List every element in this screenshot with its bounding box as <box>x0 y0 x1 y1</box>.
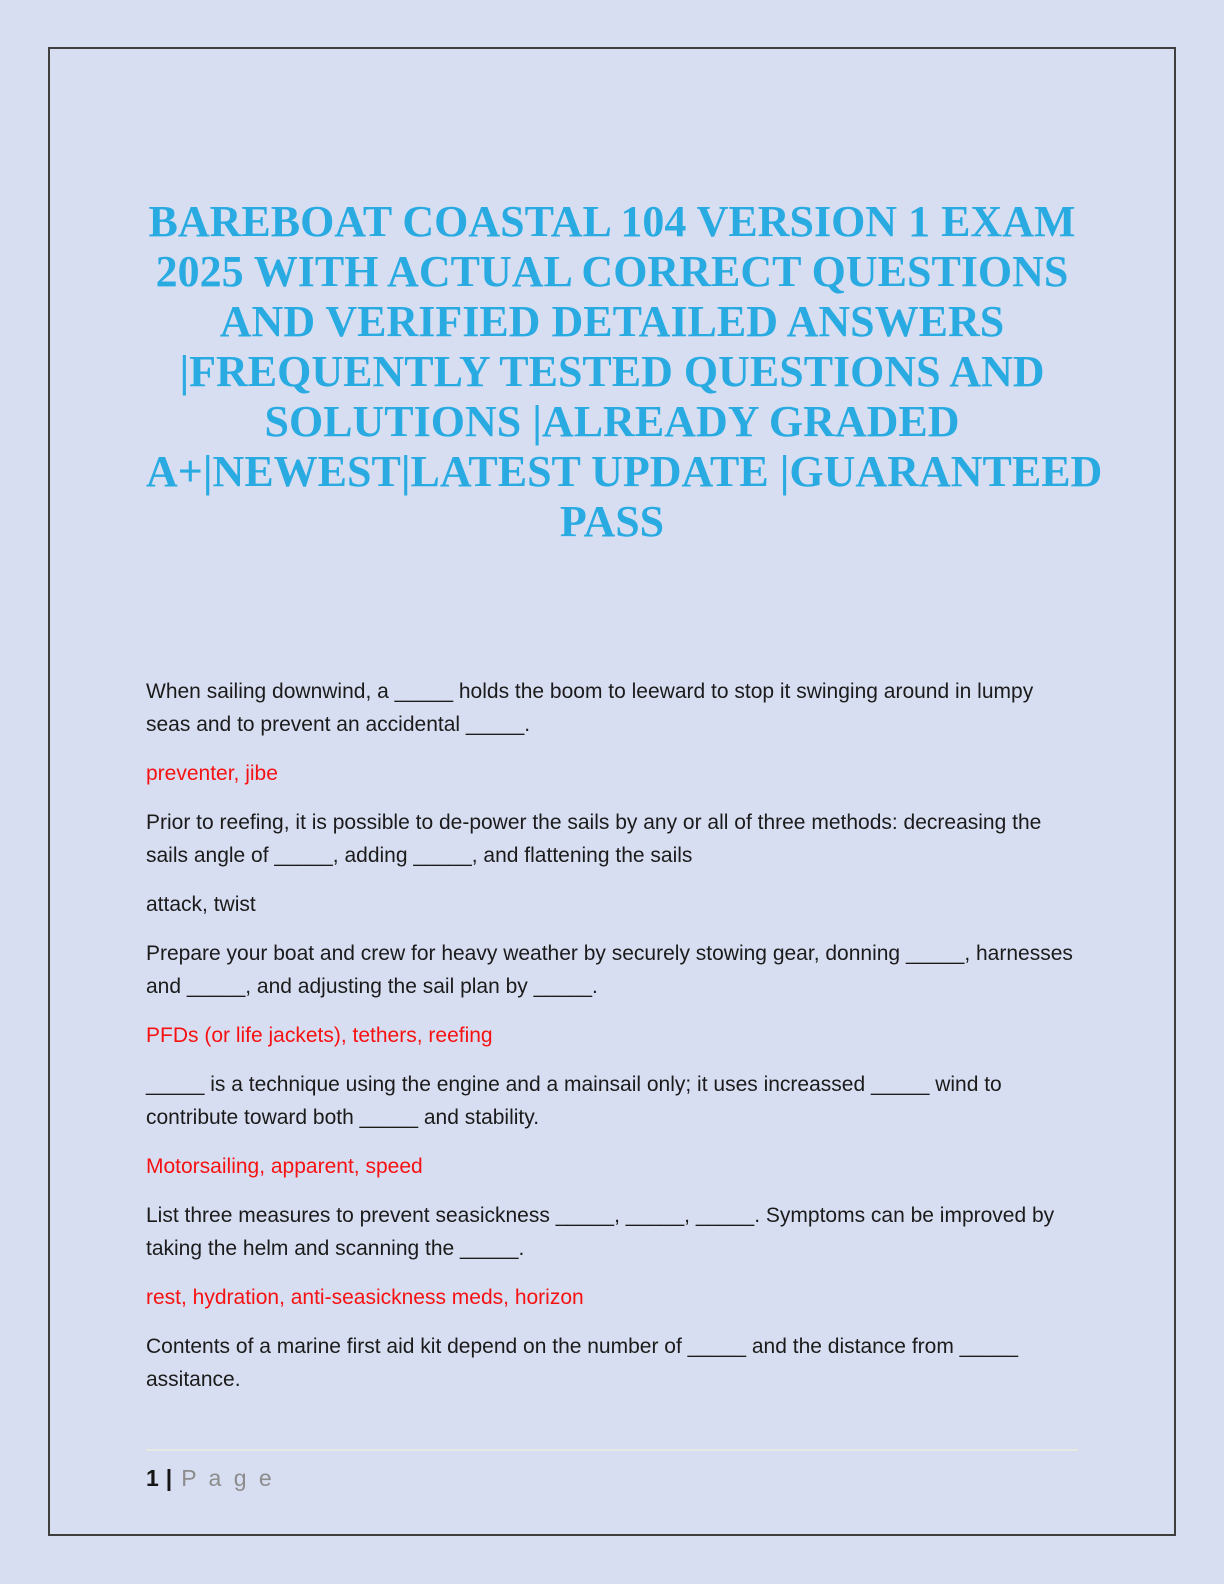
title-line: A+|NEWEST|LATEST UPDATE |GUARANTEED <box>146 447 1103 496</box>
page-number: 1 <box>146 1465 159 1491</box>
title-line: PASS <box>559 497 665 546</box>
answer-text: attack, twist <box>146 893 256 916</box>
title-line: 2025 WITH ACTUAL CORRECT QUESTIONS <box>155 247 1069 296</box>
title-line: SOLUTIONS |ALREADY GRADED <box>264 397 960 446</box>
question-text: When sailing downwind, a _____ holds the boom to leeward to stop it swinging around in lumpy seas and to prevent an accidental _____. <box>146 680 1034 736</box>
question-text: Contents of a marine first aid kit depend on the number of _____ and the distance from _____ assitance. <box>146 1335 1019 1391</box>
answer-text: PFDs (or life jackets), tethers, reefing <box>146 1024 493 1047</box>
question-text: Prepare your boat and crew for heavy weather by securely stowing gear, donning _____, harnesses and _____, and adjusting the sail plan by _____. <box>146 942 1073 998</box>
footer-separator: | <box>165 1465 173 1491</box>
answer-text: rest, hydration, anti-seasickness meds, horizon <box>146 1286 584 1309</box>
page-label: P a g e <box>181 1465 275 1491</box>
answer-text: preventer, jibe <box>146 762 278 785</box>
document-page <box>48 47 1176 1536</box>
qa-list <box>146 675 1078 1396</box>
question-text: _____ is a technique using the engine and a mainsail only; it uses increassed _____ wind to contribute toward both _____ and stability. <box>146 1073 1002 1129</box>
title-line: AND VERIFIED DETAILED ANSWERS <box>219 297 1005 346</box>
title-line: BAREBOAT COASTAL 104 VERSION 1 EXAM <box>148 197 1076 246</box>
document-title <box>146 197 1103 547</box>
page-footer <box>146 1449 1078 1494</box>
question-text: Prior to reefing, it is possible to de-power the sails by any or all of three methods: decreasing the sails angle of _____, adding _____, and flattening the sails <box>146 811 1042 867</box>
question-text: List three measures to prevent seasickness _____, _____, _____. Symptoms can be improved by taking the helm and scanning the _____. <box>146 1204 1055 1260</box>
title-line: |FREQUENTLY TESTED QUESTIONS AND <box>179 347 1045 396</box>
answer-text: Motorsailing, apparent, speed <box>146 1155 423 1178</box>
page-content <box>50 49 1174 1396</box>
